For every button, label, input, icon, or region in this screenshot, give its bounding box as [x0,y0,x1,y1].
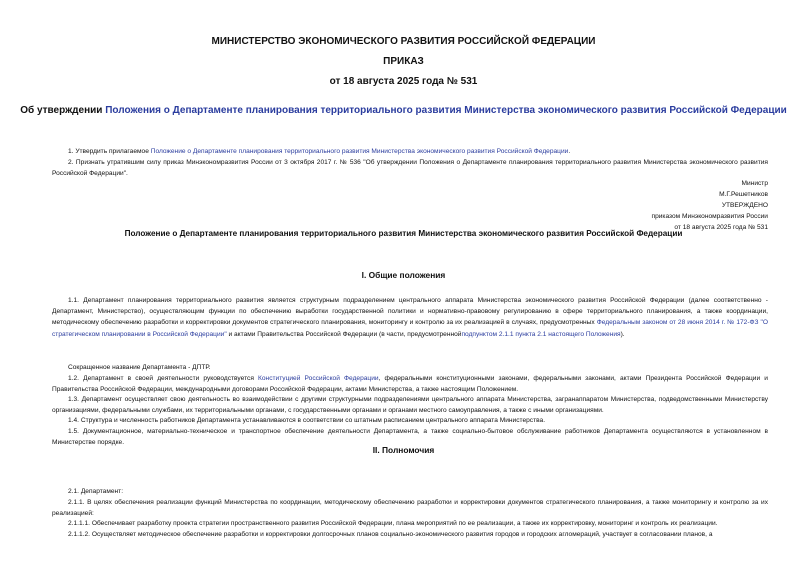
department-abbreviation: Сокращенное название Департамента - ДПТР. [68,364,211,371]
clause-1-2-text-2: , федеральными конституционными законами, федеральными законами, актами Президента Российской Федерации и Правительства Российской Федерации, международными договорами Российской Федерации, актами Министерства, а также настоящим Положением. [52,375,768,394]
approved-by: приказом Минэкономразвития России [651,213,768,220]
ministry-heading: МИНИСТЕРСТВО ЭКОНОМИЧЕСКОГО РАЗВИТИЯ РОССИЙСКОЙ ФЕДЕРАЦИИ [211,36,596,47]
signatory-name: М.Г.Решетников [719,191,768,198]
document-type: ПРИКАЗ [383,56,424,67]
approved-label: УТВЕРЖДЕНО [721,202,768,209]
order-item-1-end: . [568,148,571,155]
subclause-link[interactable]: подпунктом 2.1.1 пункта 2.1 настоящего Положения [461,330,621,338]
subject-prefix: Об утверждении [20,105,106,116]
document-date-number: от 18 августа 2025 года № 531 [329,76,478,87]
clause-1-4: 1.4. Структура и численность работников Департамента устанавливаются в соответствии со штатным расписанием центрального аппарата Министерства. [68,417,546,424]
clause-1-2-text: 1.2. Департамент в своей деятельности руководствуется [68,375,259,382]
constitution-link[interactable]: Конституцией Российской Федерации [258,375,379,382]
order-item-2: 2. Признать утратившим силу приказ Минэкономразвития России от 3 октября 2017 г. № 536 "Об утверждении Положения о Департаменте планирования территориального развития Министерства экономического развития Российской Федерации". [52,159,768,178]
section-2-heading: II. Полномочия [372,445,435,455]
clause-2-1-1: 2.1.1. В целях обеспечения реализации функций Министерства по координации, методическому обеспечению разработки и корректировки документов стратегического планирования, а также мониторингу и контролю за их реализацией: [52,499,768,518]
regulation-link[interactable]: Положение о Департаменте планирования территориального развития Министерства экономического развития Российской Федерации [150,148,569,155]
clause-1-5: 1.5. Документационное, материально-техническое и транспортное обеспечение деятельности Департамента, а также социально-бытовое обслуживание работников Департамента осуществляются в установленном в Министерстве порядке. [52,428,768,447]
signatory-position: Министр [741,180,768,187]
regulation-title: Положение о Департаменте планирования территориального развития Министерства экономического развития Российской Федерации [124,229,683,238]
clause-2-1-1-1: 2.1.1.1. Обеспечивает разработку проекта стратегии пространственного развития Российской Федерации, плана мероприятий по ее реализации, а также их корректировку, мониторинг и контроль их реализации. [68,520,718,527]
approved-date: от 18 августа 2025 года № 531 [674,224,768,231]
clause-1-1-text-2: и актами Правительства Российской Федерации (в части, предусмотренной [226,330,462,338]
subject-link[interactable]: Положения о Департаменте планирования территориального развития Министерства экономического развития Российской Федерации [105,105,787,116]
document-subject [0,105,807,116]
clause-1-1-text: 1.1. Департамент планирования территориального развития является структурным подразделением центрального аппарата Министерства экономического развития Российской Федерации (далее соответственно - Департамент, Министерство), осуществляющим функции по обеспечению выработки государственной политики и нормативно-правовому регулированию в сфере территориального планирования, а также координации, методическому обеспечению разработки и корректировки документов стратегического планирования, мониторингу и контролю за их реализацией в случаях, предусмотренных [52,297,768,327]
order-item-1-text: 1. Утвердить прилагаемое [68,148,151,155]
federal-law-link[interactable]: Федеральным законом от 28 июня 2014 г. № 172-ФЗ "О стратегическом планировании в Российской Федерации" [52,319,768,338]
clause-1-2 [52,373,768,395]
section-1-heading: I. Общие положения [361,270,446,280]
order-item-1 [52,146,768,157]
clause-1-3: 1.3. Департамент осуществляет свою деятельность во взаимодействии с другими структурными подразделениями центрального аппарата Министерства, загранаппаратом Министерства, подведомственными Министерству организациями, федеральными службами, их территориальными органами, с государственными органами и органами местного самоуправления, а также с иными организациями. [52,396,768,415]
clause-2-1-1-2: 2.1.1.2. Осуществляет методическое обеспечение разработки и корректировки долгосрочных планов социально-экономического развития городов и городских агломераций, участвует в согласовании планов, а [68,531,713,538]
clause-1-1 [52,295,768,340]
clause-1-1-end: ). [620,330,625,338]
clause-2-1: 2.1. Департамент: [68,488,124,495]
